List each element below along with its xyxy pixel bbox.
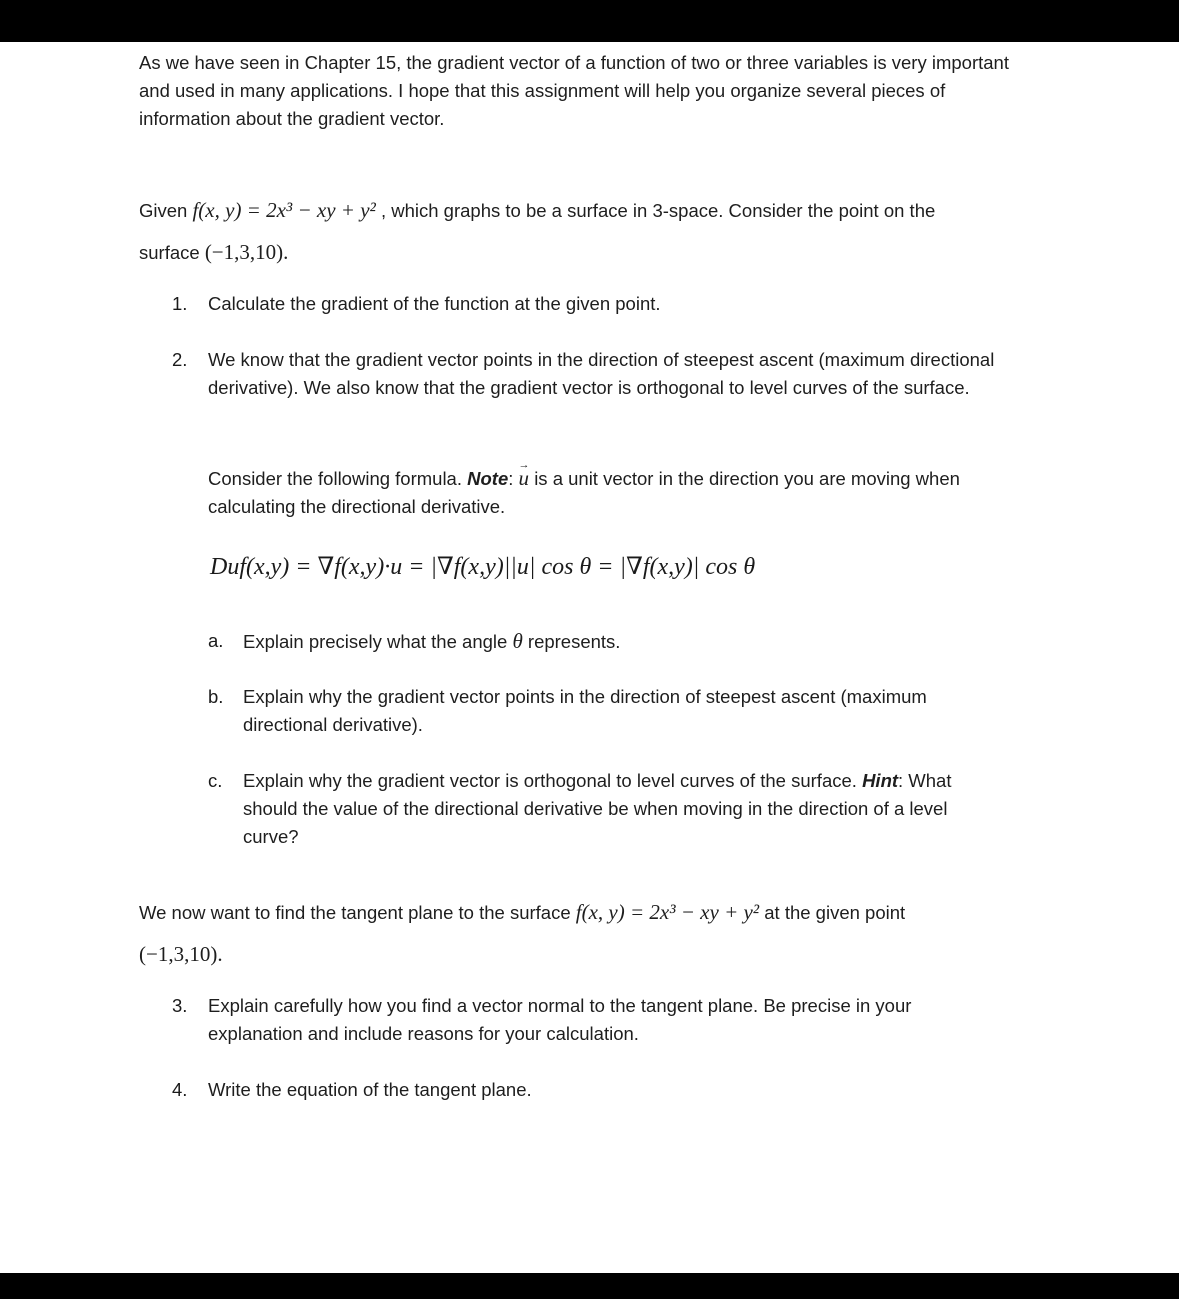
sub-c-text [243,767,1003,851]
sub-b-text: Explain why the gradient vector points in the direction of steepest ascent (maximum directional derivative). [243,686,927,735]
q1-text: Calculate the gradient of the function at the given point. [208,293,661,314]
q1-number: 1. [172,293,188,314]
hint-label: Hint [862,770,899,791]
given-surface-label: surface [139,242,200,263]
q2-number: 2. [172,349,188,370]
tangent-lead: We now want to find the tangent plane to the surface [139,902,571,923]
tangent-point: (−1,3,10). [139,942,223,966]
theta-symbol: θ [512,629,523,653]
sub-c-label: c. [208,770,223,791]
top-black-bar [0,0,1179,42]
sub-a-pre: Explain precisely what the angle [243,631,508,652]
tangent-line [139,898,1019,927]
sub-a-text [243,627,620,656]
tangent-line-2 [139,940,223,969]
bottom-black-bar [0,1273,1179,1299]
directional-derivative-formula: Duf(x,y) = ∇f(x,y)·u = |∇f(x,y)||u| cos θ = |∇f(x,y)| cos θ [210,554,756,580]
given-lead: Given [139,200,188,221]
given-function: f(x, y) = 2x³ − xy + y² [192,198,376,222]
q2-text: We know that the gradient vector points in the direction of steepest ascent (maximum directional derivative). We also know that the gradient vector is orthogonal to level curves of the surface. [208,349,995,398]
given-tail: , which graphs to be a surface in 3-space. Consider the point on the [380,200,936,221]
sub-a-post: represents. [527,631,621,652]
consider-lead: Consider the following formula. [208,468,462,489]
sub-c-main: Explain why the gradient vector is orthogonal to level curves of the surface. [243,770,857,791]
unit-vector-u: → u [519,464,530,492]
given-point: (−1,3,10). [204,240,289,264]
intro-paragraph: As we have seen in Chapter 15, the gradient vector of a function of two or three variables is very important and used in many applications. I hope that this assignment will help you organize several pieces of information about the gradient vector. [139,52,1009,129]
note-colon: : [508,468,514,489]
given-line-2 [139,238,288,267]
q2-consider [208,464,1028,521]
sub-a-label: a. [208,630,224,651]
q3-text: Explain carefully how you find a vector normal to the tangent plane. Be precise in your explanation and include reasons for your calculation. [208,995,912,1044]
hint-text: : What should the value of the directional derivative be when moving in the direction of a level curve? [243,770,952,847]
note-rest: is a unit vector in the direction you are moving when calculating the directional derivative. [208,468,960,517]
note-label: Note [467,468,509,489]
q4-number: 4. [172,1079,188,1100]
given-line [139,196,1019,225]
tangent-function: f(x, y) = 2x³ − xy + y² [575,900,760,924]
sub-b-label: b. [208,686,224,707]
tangent-tail: at the given point [764,902,906,923]
q4-text: Write the equation of the tangent plane. [208,1079,532,1100]
q3-number: 3. [172,995,188,1016]
